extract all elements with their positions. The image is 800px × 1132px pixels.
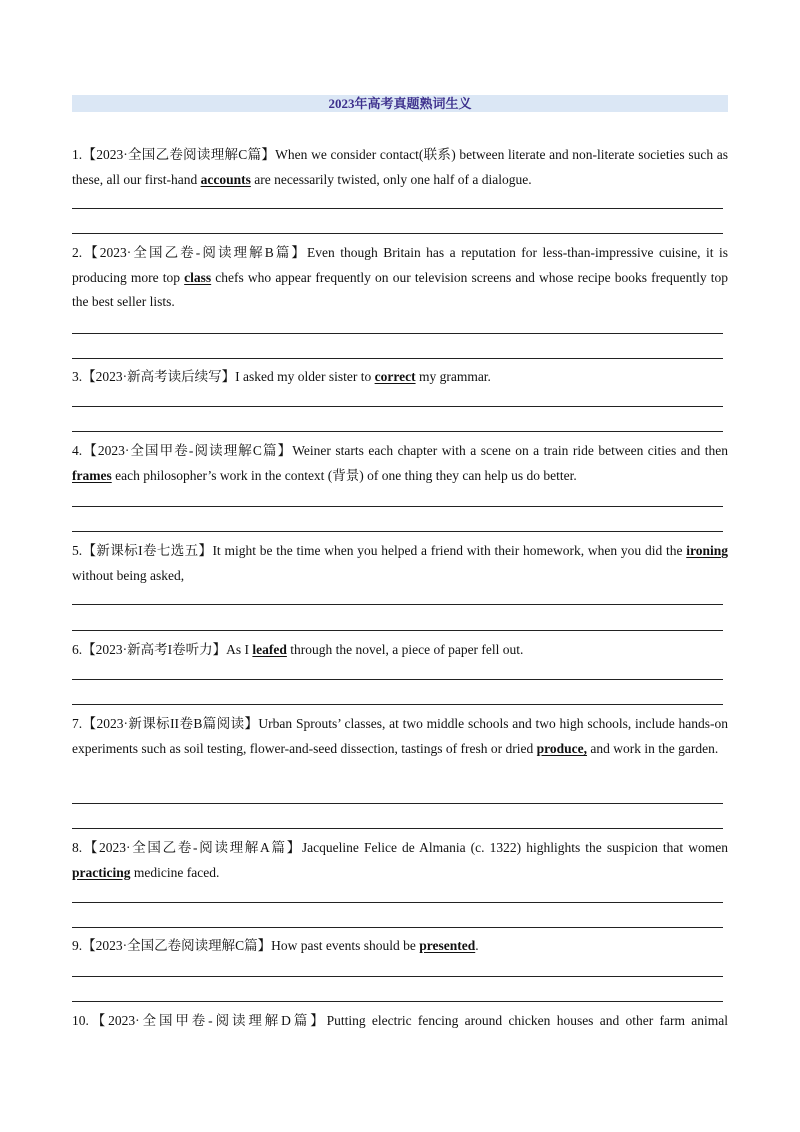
question-number: 9. <box>72 938 83 953</box>
question-text-post: . <box>475 938 479 953</box>
question-number: 8. <box>72 840 83 855</box>
answer-line[interactable] <box>72 976 723 977</box>
question-text-pre: Jacqueline Felice de Almania (c. 1322) highlights the suspicion that women <box>301 840 728 855</box>
question-5 <box>72 539 728 588</box>
question-source: 【2023·全国乙卷-阅读理解A篇】 <box>82 840 302 855</box>
answer-line[interactable] <box>72 1001 723 1002</box>
question-text-post: are necessarily twisted, only one half of a dialogue. <box>250 171 532 187</box>
answer-line[interactable] <box>72 630 723 631</box>
keyword: practicing <box>72 864 131 880</box>
question-number: 2. <box>72 245 83 260</box>
question-text-post: each philosopher’s work in the context (背景) of one thing they can help us do better. <box>111 467 577 483</box>
question-4 <box>72 439 728 488</box>
answer-line[interactable] <box>72 208 723 209</box>
question-8 <box>72 836 728 885</box>
question-7 <box>72 712 728 761</box>
answer-line[interactable] <box>72 803 723 804</box>
answer-line[interactable] <box>72 333 723 334</box>
keyword: leafed <box>252 642 287 657</box>
answer-line[interactable] <box>72 406 723 407</box>
question-number: 10. <box>72 1013 89 1028</box>
question-source: 【2023·全国甲卷-阅读理解C篇】 <box>82 443 293 458</box>
keyword: produce, <box>536 740 588 756</box>
question-source: 【2023·新高考I卷听力】 <box>82 642 227 657</box>
keyword: accounts <box>200 171 251 187</box>
answer-line[interactable] <box>72 506 723 507</box>
question-text-pre: It might be the time when you helped a friend with their homework, when you did the <box>212 543 687 558</box>
answer-line[interactable] <box>72 828 723 829</box>
answer-line[interactable] <box>72 358 723 359</box>
question-text-pre: Even though Britain has a reputation for less-than-impressive cuisine, it is producing more top <box>72 245 728 285</box>
question-text-pre: Putting electric fencing around chicken houses and other farm animal <box>326 1013 728 1028</box>
answer-line[interactable] <box>72 704 723 705</box>
question-number: 6. <box>72 642 83 657</box>
question-source: 【2023·全国乙卷阅读理解C篇】 <box>82 147 276 162</box>
question-number: 7. <box>72 716 83 731</box>
question-text-post: medicine faced. <box>130 864 220 880</box>
question-text-pre: Weiner starts each chapter with a scene on a train ride between cities and then <box>292 443 728 458</box>
page-title: 2023年高考真题熟词生义 <box>72 95 728 112</box>
question-text-pre: When we consider contact(联系) between literate and non-literate societies such as these, all our first-hand <box>72 147 728 187</box>
question-source: 【2023·全国甲卷-阅读理解D篇】 <box>88 1013 327 1028</box>
keyword: presented <box>419 938 476 953</box>
answer-line[interactable] <box>72 902 723 903</box>
question-text-pre: How past events should be <box>271 938 420 953</box>
question-9 <box>72 934 728 959</box>
question-number: 3. <box>72 369 83 384</box>
question-number: 4. <box>72 443 83 458</box>
keyword: correct <box>374 369 416 384</box>
question-number: 5. <box>72 543 83 558</box>
question-source: 【2023·全国乙卷-阅读理解B篇】 <box>82 245 308 260</box>
question-text-pre: Urban Sprouts’ classes, at two middle schools and two high schools, include hands-on experiments such as soil testing, flower-and-seed dissection, tastings of fresh or dried <box>72 716 728 756</box>
answer-line[interactable] <box>72 604 723 605</box>
question-3 <box>72 365 728 390</box>
keyword: frames <box>72 467 112 483</box>
question-text-post: and work in the garden. <box>587 740 719 756</box>
answer-line[interactable] <box>72 531 723 532</box>
question-source: 【新课标I卷七选五】 <box>82 543 213 558</box>
answer-line[interactable] <box>72 233 723 234</box>
keyword: ironing <box>686 543 728 558</box>
question-10 <box>72 1009 728 1034</box>
question-source: 【2023·新课标II卷B篇阅读】 <box>82 716 259 731</box>
question-source: 【2023·新高考读后续写】 <box>82 369 236 384</box>
answer-line[interactable] <box>72 927 723 928</box>
answer-line[interactable] <box>72 679 723 680</box>
question-number: 1. <box>72 147 83 162</box>
question-source: 【2023·全国乙卷阅读理解C篇】 <box>82 938 272 953</box>
question-text-pre: As I <box>226 642 253 657</box>
question-text-post: my grammar. <box>415 369 491 384</box>
keyword: class <box>184 269 212 285</box>
question-text-pre: I asked my older sister to <box>235 369 375 384</box>
question-2 <box>72 241 728 315</box>
answer-line[interactable] <box>72 431 723 432</box>
question-text-post: without being asked, <box>72 567 185 583</box>
question-text-post: through the novel, a piece of paper fell out. <box>286 642 524 657</box>
question-text-post: chefs who appear frequently on our television screens and whose recipe books frequently top the best seller lists. <box>72 269 728 310</box>
question-6 <box>72 638 728 663</box>
question-1 <box>72 143 728 192</box>
